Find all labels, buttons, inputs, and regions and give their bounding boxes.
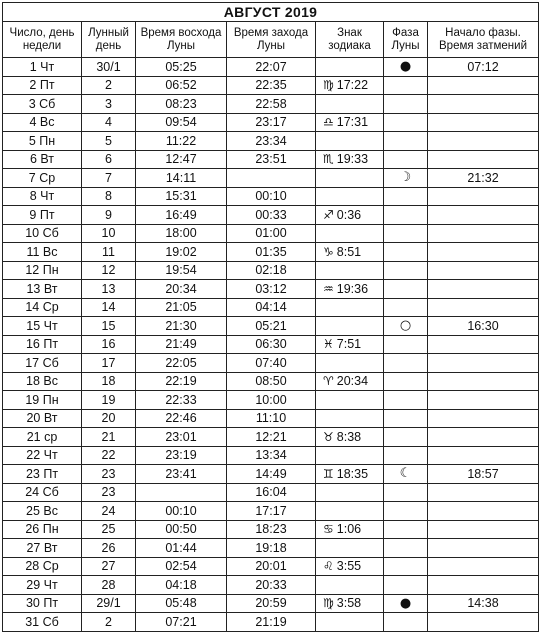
zodiac-sign-cell [316,539,384,558]
sign-entry-time: 0:36 [336,207,362,222]
lunar-day-cell: 29/1 [82,594,136,613]
moonset-cell: 23:34 [227,132,316,151]
phase-start-cell [428,613,539,632]
scorpio-icon: ♏ [323,152,334,167]
moonset-cell: 01:35 [227,243,316,262]
moon-phase-cell [384,409,428,428]
date-cell: 13 Вт [3,280,82,299]
moonset-cell: 21:19 [227,613,316,632]
lunar-day-cell: 19 [82,391,136,410]
moonset-cell: 05:21 [227,317,316,336]
moonrise-cell: 00:50 [136,520,227,539]
moonrise-cell: 22:33 [136,391,227,410]
date-cell: 28 Ср [3,557,82,576]
date-cell: 22 Чт [3,446,82,465]
date-cell: 29 Чт [3,576,82,595]
moonrise-cell: 08:23 [136,95,227,114]
lunar-day-cell: 24 [82,502,136,521]
table-row [3,465,539,484]
sign-entry-time: 19:36 [336,281,369,296]
cancer-icon: ♋ [323,522,334,537]
moonrise-cell: 16:49 [136,206,227,225]
phase-start-cell [428,576,539,595]
moonset-cell: 08:50 [227,372,316,391]
moon-phase-cell [384,335,428,354]
phase-start-cell [428,520,539,539]
date-cell: 6 Вт [3,150,82,169]
moonrise-cell: 09:54 [136,113,227,132]
moonrise-cell: 06:52 [136,76,227,95]
moonset-cell: 02:18 [227,261,316,280]
sign-entry-time: 1:06 [336,522,362,537]
date-cell: 17 Сб [3,354,82,373]
table-row [3,335,539,354]
moon-phase-cell [384,502,428,521]
zodiac-sign-cell [316,354,384,373]
phase-start-cell [428,391,539,410]
table-row [3,520,539,539]
phase-start-cell [428,150,539,169]
phase-start-cell [428,113,539,132]
moonrise-cell: 05:25 [136,58,227,77]
date-cell: 3 Сб [3,95,82,114]
date-cell: 26 Пн [3,520,82,539]
moonrise-cell: 20:34 [136,280,227,299]
moon-phase-cell [384,58,428,77]
phase-start-cell [428,446,539,465]
moonrise-cell [136,483,227,502]
lunar-day-cell: 30/1 [82,58,136,77]
date-cell: 19 Пн [3,391,82,410]
table-row [3,483,539,502]
phase-start-cell [428,224,539,243]
zodiac-sign-cell [316,502,384,521]
date-cell: 31 Сб [3,613,82,632]
moon-phase-cell [384,317,428,336]
sign-entry-time: 19:33 [336,152,369,167]
lunar-day-cell: 2 [82,76,136,95]
date-cell: 1 Чт [3,58,82,77]
header-moon-phase: Фаза Луны [384,22,428,58]
date-cell: 16 Пт [3,335,82,354]
zodiac-sign-cell [316,206,384,225]
zodiac-sign-cell [316,261,384,280]
moonset-cell: 07:40 [227,354,316,373]
lunar-day-cell: 17 [82,354,136,373]
zodiac-sign-cell [316,409,384,428]
virgo-icon: ♍ [323,596,334,611]
moonset-cell: 17:17 [227,502,316,521]
taurus-icon: ♉ [323,429,334,444]
last-quarter-icon: ☾ [399,466,412,482]
date-cell: 9 Пт [3,206,82,225]
zodiac-sign-cell [316,224,384,243]
table-row [3,539,539,558]
table-row [3,261,539,280]
moon-phase-cell [384,372,428,391]
table-title: АВГУСТ 2019 [3,3,539,22]
lunar-day-cell: 16 [82,335,136,354]
moonset-cell: 06:30 [227,335,316,354]
moonset-cell: 22:35 [227,76,316,95]
lunar-day-cell: 25 [82,520,136,539]
zodiac-sign-cell [316,280,384,299]
moon-phase-cell [384,428,428,447]
lunar-day-cell: 6 [82,150,136,169]
moon-phase-cell [384,576,428,595]
moon-phase-cell [384,132,428,151]
table-row [3,58,539,77]
table-row [3,576,539,595]
moonset-cell: 23:51 [227,150,316,169]
header-moonset: Время захода Луны [227,22,316,58]
moonset-cell: 22:58 [227,95,316,114]
zodiac-sign-cell [316,317,384,336]
zodiac-sign-cell [316,557,384,576]
date-cell: 8 Чт [3,187,82,206]
table-row [3,187,539,206]
lunar-day-cell: 12 [82,261,136,280]
phase-start-cell [428,187,539,206]
table-row [3,428,539,447]
full-moon-icon: ○ [399,318,412,334]
lunar-day-cell: 5 [82,132,136,151]
table-row [3,224,539,243]
phase-start-cell [428,557,539,576]
date-cell: 11 Вс [3,243,82,262]
phase-start-cell [428,280,539,299]
table-row [3,354,539,373]
moon-phase-cell [384,280,428,299]
phase-start-cell [428,335,539,354]
lunar-day-cell: 26 [82,539,136,558]
date-cell: 23 Пт [3,465,82,484]
moonrise-cell: 02:54 [136,557,227,576]
moon-phase-cell [384,539,428,558]
phase-start-cell [428,132,539,151]
table-row [3,613,539,632]
header-row [3,22,539,58]
moonset-cell: 18:23 [227,520,316,539]
libra-icon: ♎ [323,115,334,130]
moon-phase-cell [384,150,428,169]
zodiac-sign-cell [316,465,384,484]
zodiac-sign-cell [316,243,384,262]
lunar-day-cell: 28 [82,576,136,595]
zodiac-sign-cell [316,613,384,632]
moonrise-cell: 21:49 [136,335,227,354]
moonset-cell: 03:12 [227,280,316,299]
leo-icon: ♌ [323,559,334,574]
moon-phase-cell [384,298,428,317]
table-row [3,317,539,336]
zodiac-sign-cell [316,483,384,502]
gemini-icon: ♊ [323,466,334,481]
title-row [3,3,539,22]
sign-entry-time: 17:22 [336,78,369,93]
date-cell: 7 Ср [3,169,82,188]
phase-start-cell [428,428,539,447]
moonset-cell: 20:01 [227,557,316,576]
zodiac-sign-cell [316,446,384,465]
table-row [3,169,539,188]
zodiac-sign-cell [316,298,384,317]
moon-phase-cell [384,169,428,188]
zodiac-sign-cell [316,132,384,151]
lunar-day-cell: 8 [82,187,136,206]
date-cell: 30 Пт [3,594,82,613]
moon-phase-cell [384,243,428,262]
lunar-day-cell: 4 [82,113,136,132]
pisces-icon: ♓ [323,337,334,352]
phase-start-cell: 16:30 [428,317,539,336]
moonset-cell [227,169,316,188]
moonset-cell: 20:59 [227,594,316,613]
zodiac-sign-cell [316,76,384,95]
phase-start-cell [428,243,539,262]
aquarius-icon: ♒ [323,281,334,296]
phase-start-cell [428,409,539,428]
moonrise-cell: 18:00 [136,224,227,243]
sagittarius-icon: ♐ [323,207,334,222]
table-row [3,150,539,169]
first-quarter-icon: ☽ [399,170,412,186]
phase-start-cell: 21:32 [428,169,539,188]
moon-phase-cell [384,224,428,243]
moonset-cell: 14:49 [227,465,316,484]
moon-phase-cell [384,446,428,465]
moonset-cell: 20:33 [227,576,316,595]
sign-entry-time: 17:31 [336,115,369,130]
phase-start-cell [428,539,539,558]
moon-phase-cell [384,95,428,114]
moonrise-cell: 00:10 [136,502,227,521]
aries-icon: ♈ [323,374,334,389]
moon-phase-cell [384,483,428,502]
lunar-day-cell: 10 [82,224,136,243]
table-row [3,132,539,151]
new-moon-icon: ● [399,595,412,611]
moonset-cell: 13:34 [227,446,316,465]
moon-phase-cell [384,354,428,373]
date-cell: 24 Сб [3,483,82,502]
phase-start-cell [428,354,539,373]
zodiac-sign-cell [316,58,384,77]
zodiac-sign-cell [316,576,384,595]
lunar-day-cell: 2 [82,613,136,632]
lunar-day-cell: 14 [82,298,136,317]
moonrise-cell: 19:02 [136,243,227,262]
phase-start-cell [428,483,539,502]
lunar-day-cell: 15 [82,317,136,336]
zodiac-sign-cell [316,113,384,132]
moonrise-cell: 15:31 [136,187,227,206]
new-moon-icon: ● [399,59,412,75]
moon-phase-cell [384,465,428,484]
moonset-cell: 00:33 [227,206,316,225]
moonset-cell: 00:10 [227,187,316,206]
moonset-cell: 23:17 [227,113,316,132]
date-cell: 20 Вт [3,409,82,428]
table-row [3,298,539,317]
moonset-cell: 22:07 [227,58,316,77]
header-phase-start: Начало фазы. Время затмений [428,22,539,58]
table-row [3,206,539,225]
moonset-cell: 19:18 [227,539,316,558]
date-cell: 14 Ср [3,298,82,317]
moonrise-cell: 01:44 [136,539,227,558]
zodiac-sign-cell [316,335,384,354]
header-zodiac-sign: Знак зодиака [316,22,384,58]
header-moonrise: Время восхода Луны [136,22,227,58]
date-cell: 21 ср [3,428,82,447]
moon-phase-cell [384,206,428,225]
phase-start-cell [428,372,539,391]
lunar-calendar-table [2,2,539,632]
moonrise-cell: 07:21 [136,613,227,632]
moonset-cell: 10:00 [227,391,316,410]
date-cell: 10 Сб [3,224,82,243]
moon-phase-cell [384,520,428,539]
moonrise-cell: 19:54 [136,261,227,280]
zodiac-sign-cell [316,594,384,613]
table-row [3,391,539,410]
moonrise-cell: 04:18 [136,576,227,595]
zodiac-sign-cell [316,428,384,447]
zodiac-sign-cell [316,169,384,188]
date-cell: 12 Пн [3,261,82,280]
phase-start-cell [428,502,539,521]
table-row [3,502,539,521]
phase-start-cell [428,95,539,114]
moonset-cell: 01:00 [227,224,316,243]
zodiac-sign-cell [316,391,384,410]
moonrise-cell: 23:19 [136,446,227,465]
moon-phase-cell [384,261,428,280]
date-cell: 25 Вс [3,502,82,521]
lunar-day-cell: 18 [82,372,136,391]
moonrise-cell: 11:22 [136,132,227,151]
lunar-day-cell: 13 [82,280,136,299]
table-row [3,372,539,391]
lunar-day-cell: 20 [82,409,136,428]
phase-start-cell: 07:12 [428,58,539,77]
lunar-day-cell: 27 [82,557,136,576]
table-row [3,409,539,428]
lunar-day-cell: 23 [82,465,136,484]
sign-entry-time: 8:38 [336,429,362,444]
sign-entry-time: 3:55 [336,559,362,574]
table-row [3,594,539,613]
table-row [3,280,539,299]
date-cell: 2 Пт [3,76,82,95]
table-row [3,557,539,576]
sign-entry-time: 3:58 [336,596,362,611]
table-row [3,95,539,114]
moon-phase-cell [384,113,428,132]
sign-entry-time: 20:34 [336,374,369,389]
lunar-day-cell: 22 [82,446,136,465]
lunar-calendar-page [2,2,538,632]
table-row [3,446,539,465]
date-cell: 15 Чт [3,317,82,336]
zodiac-sign-cell [316,150,384,169]
capricorn-icon: ♑ [323,244,334,259]
date-cell: 27 Вт [3,539,82,558]
zodiac-sign-cell [316,520,384,539]
moon-phase-cell [384,187,428,206]
moonrise-cell: 22:19 [136,372,227,391]
lunar-day-cell: 11 [82,243,136,262]
lunar-day-cell: 21 [82,428,136,447]
zodiac-sign-cell [316,372,384,391]
table-row [3,113,539,132]
moonset-cell: 04:14 [227,298,316,317]
moonrise-cell: 22:46 [136,409,227,428]
moonset-cell: 16:04 [227,483,316,502]
moonrise-cell: 22:05 [136,354,227,373]
moonset-cell: 11:10 [227,409,316,428]
date-cell: 4 Вс [3,113,82,132]
phase-start-cell [428,298,539,317]
lunar-day-cell: 9 [82,206,136,225]
phase-start-cell [428,76,539,95]
moon-phase-cell [384,557,428,576]
table-row [3,76,539,95]
phase-start-cell: 18:57 [428,465,539,484]
moonrise-cell: 14:11 [136,169,227,188]
lunar-day-cell: 3 [82,95,136,114]
moon-phase-cell [384,613,428,632]
header-date: Число, день недели [3,22,82,58]
moonrise-cell: 21:30 [136,317,227,336]
moonrise-cell: 21:05 [136,298,227,317]
moon-phase-cell [384,391,428,410]
table-body [3,58,539,632]
virgo-icon: ♍ [323,78,334,93]
sign-entry-time: 8:51 [336,244,362,259]
moonrise-cell: 12:47 [136,150,227,169]
sign-entry-time: 18:35 [336,466,369,481]
zodiac-sign-cell [316,95,384,114]
date-cell: 18 Вс [3,372,82,391]
zodiac-sign-cell [316,187,384,206]
phase-start-cell [428,206,539,225]
header-lunar-day: Лунный день [82,22,136,58]
moonrise-cell: 23:41 [136,465,227,484]
moon-phase-cell [384,594,428,613]
sign-entry-time: 7:51 [336,337,362,352]
phase-start-cell [428,261,539,280]
moonrise-cell: 23:01 [136,428,227,447]
table-row [3,243,539,262]
moon-phase-cell [384,76,428,95]
date-cell: 5 Пн [3,132,82,151]
phase-start-cell: 14:38 [428,594,539,613]
lunar-day-cell: 23 [82,483,136,502]
lunar-day-cell: 7 [82,169,136,188]
moonset-cell: 12:21 [227,428,316,447]
moonrise-cell: 05:48 [136,594,227,613]
